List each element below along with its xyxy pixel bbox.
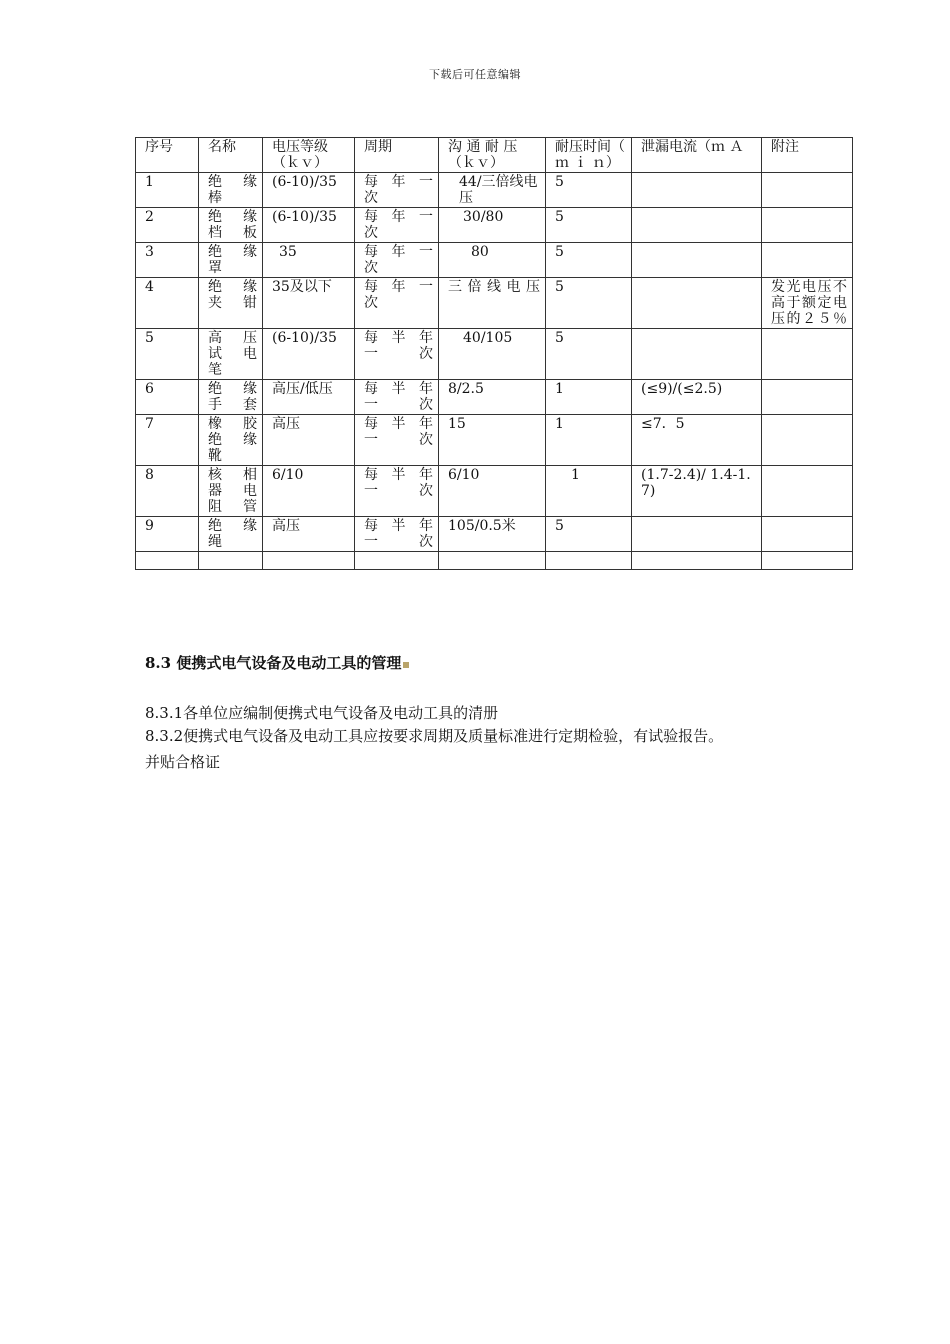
cell-period: 每 年 一 次 — [355, 173, 439, 208]
cell-leakage — [632, 173, 762, 208]
cell-index: 8 — [136, 466, 199, 517]
cell-voltage: 35 — [263, 243, 355, 278]
cell-name: 绝 缘 档板 — [199, 208, 263, 243]
cell-leakage — [632, 517, 762, 552]
table-row — [136, 380, 853, 415]
cell-voltage: 35及以下 — [263, 278, 355, 329]
cell-duration: 1 — [546, 466, 632, 517]
test-spec-table — [135, 137, 853, 570]
cell-index: 3 — [136, 243, 199, 278]
cell-withstand: 105/0.5米 — [439, 517, 546, 552]
cell-name: 绝 缘 棒 — [199, 173, 263, 208]
cell-voltage: (6-10)/35 — [263, 173, 355, 208]
cell-voltage: (6-10)/35 — [263, 329, 355, 380]
cell-period: 每 半 年 一次 — [355, 329, 439, 380]
cell-name: 绝 缘 夹钳 — [199, 278, 263, 329]
cell-leakage — [632, 208, 762, 243]
cell-period: 每 半 年 一次 — [355, 415, 439, 466]
cell-duration: 5 — [546, 329, 632, 380]
cell-voltage: 6/10 — [263, 466, 355, 517]
cell-note — [762, 517, 853, 552]
cell-name: 核 相 器 电 阻管 — [199, 466, 263, 517]
cell-withstand: 44/三倍线电压 — [439, 173, 546, 208]
header-cell: 耐压时间（ ｍ ｉ ｎ） — [546, 138, 632, 173]
header-cell: 附注 — [762, 138, 853, 173]
cell-leakage: (≤9)/(≤2.5) — [632, 380, 762, 415]
cell-duration: 1 — [546, 380, 632, 415]
cell-name: 绝 缘 绳 — [199, 517, 263, 552]
table-header-row — [136, 138, 853, 173]
header-cell: 电压等级（ｋｖ） — [263, 138, 355, 173]
header-cell: 名称 — [199, 138, 263, 173]
cell-period: 每 半 年 一次 — [355, 380, 439, 415]
cell-note — [762, 329, 853, 380]
cell-period: 每 半 年 一次 — [355, 517, 439, 552]
cell-note — [762, 415, 853, 466]
cell-duration: 5 — [546, 208, 632, 243]
cell-note — [762, 466, 853, 517]
cell-index: 4 — [136, 278, 199, 329]
cell-duration: 5 — [546, 278, 632, 329]
cell-withstand: 30/80 — [439, 208, 546, 243]
empty-cell — [632, 552, 762, 570]
section-title-text: 8.3 便携式电气设备及电动工具的管理 — [145, 654, 402, 672]
cell-note — [762, 243, 853, 278]
cell-period: 每 年 一 次 — [355, 208, 439, 243]
empty-cell — [355, 552, 439, 570]
cell-index: 7 — [136, 415, 199, 466]
header-note: 下载后可任意编辑 — [429, 68, 521, 81]
cell-withstand: 三倍线电压 — [439, 278, 546, 329]
cell-note — [762, 173, 853, 208]
section-heading — [145, 652, 409, 673]
cell-voltage: 高压 — [263, 415, 355, 466]
header-cell: 沟 通 耐 压（ｋｖ） — [439, 138, 546, 173]
table-row — [136, 466, 853, 517]
cell-leakage — [632, 243, 762, 278]
cell-duration: 5 — [546, 173, 632, 208]
header-cell: 周期 — [355, 138, 439, 173]
cell-withstand: 40/105 — [439, 329, 546, 380]
anchor-marker-icon — [403, 662, 409, 668]
header-cell: 序号 — [136, 138, 199, 173]
table-row — [136, 173, 853, 208]
cell-name: 高 压 试 电 笔 — [199, 329, 263, 380]
cell-index: 2 — [136, 208, 199, 243]
cell-leakage: (1.7-2.4)/ 1.4-1.7) — [632, 466, 762, 517]
cell-voltage: (6-10)/35 — [263, 208, 355, 243]
cell-name: 绝 缘 罩 — [199, 243, 263, 278]
cell-withstand: 6/10 — [439, 466, 546, 517]
paragraph-8-3-1: 8.3.1各单位应编制便携式电气设备及电动工具的清册 — [145, 704, 499, 722]
cell-index: 1 — [136, 173, 199, 208]
table-row — [136, 243, 853, 278]
empty-cell — [199, 552, 263, 570]
cell-voltage: 高压/低压 — [263, 380, 355, 415]
cell-duration: 1 — [546, 415, 632, 466]
cell-withstand: 15 — [439, 415, 546, 466]
cell-period: 每 半 年 一次 — [355, 466, 439, 517]
paragraph-8-3-2: 8.3.2便携式电气设备及电动工具应按要求周期及质量标准进行定期检验，有试验报告。 — [145, 727, 724, 745]
table-row-empty — [136, 552, 853, 570]
cell-voltage: 高压 — [263, 517, 355, 552]
cell-withstand: 8/2.5 — [439, 380, 546, 415]
table-row — [136, 208, 853, 243]
paragraph-continuation: 并贴合格证 — [145, 753, 221, 771]
cell-duration: 5 — [546, 243, 632, 278]
cell-withstand: 80 — [439, 243, 546, 278]
empty-cell — [546, 552, 632, 570]
cell-note: 发光电压不高于额定电压的２５％ — [762, 278, 853, 329]
empty-cell — [136, 552, 199, 570]
cell-period: 每 年 一 次 — [355, 278, 439, 329]
cell-note — [762, 208, 853, 243]
header-cell: 泄漏电流（ｍ Ａ — [632, 138, 762, 173]
cell-name: 绝 缘 手套 — [199, 380, 263, 415]
cell-index: 9 — [136, 517, 199, 552]
empty-cell — [762, 552, 853, 570]
table-row — [136, 278, 853, 329]
cell-name: 橡 胶 绝 缘 靴 — [199, 415, 263, 466]
cell-index: 6 — [136, 380, 199, 415]
cell-period: 每 年 一 次 — [355, 243, 439, 278]
cell-leakage — [632, 329, 762, 380]
cell-index: 5 — [136, 329, 199, 380]
cell-duration: 5 — [546, 517, 632, 552]
empty-cell — [263, 552, 355, 570]
cell-leakage: ≤7．5 — [632, 415, 762, 466]
empty-cell — [439, 552, 546, 570]
table-row — [136, 329, 853, 380]
cell-note — [762, 380, 853, 415]
cell-leakage — [632, 278, 762, 329]
table-row — [136, 415, 853, 466]
table-row — [136, 517, 853, 552]
